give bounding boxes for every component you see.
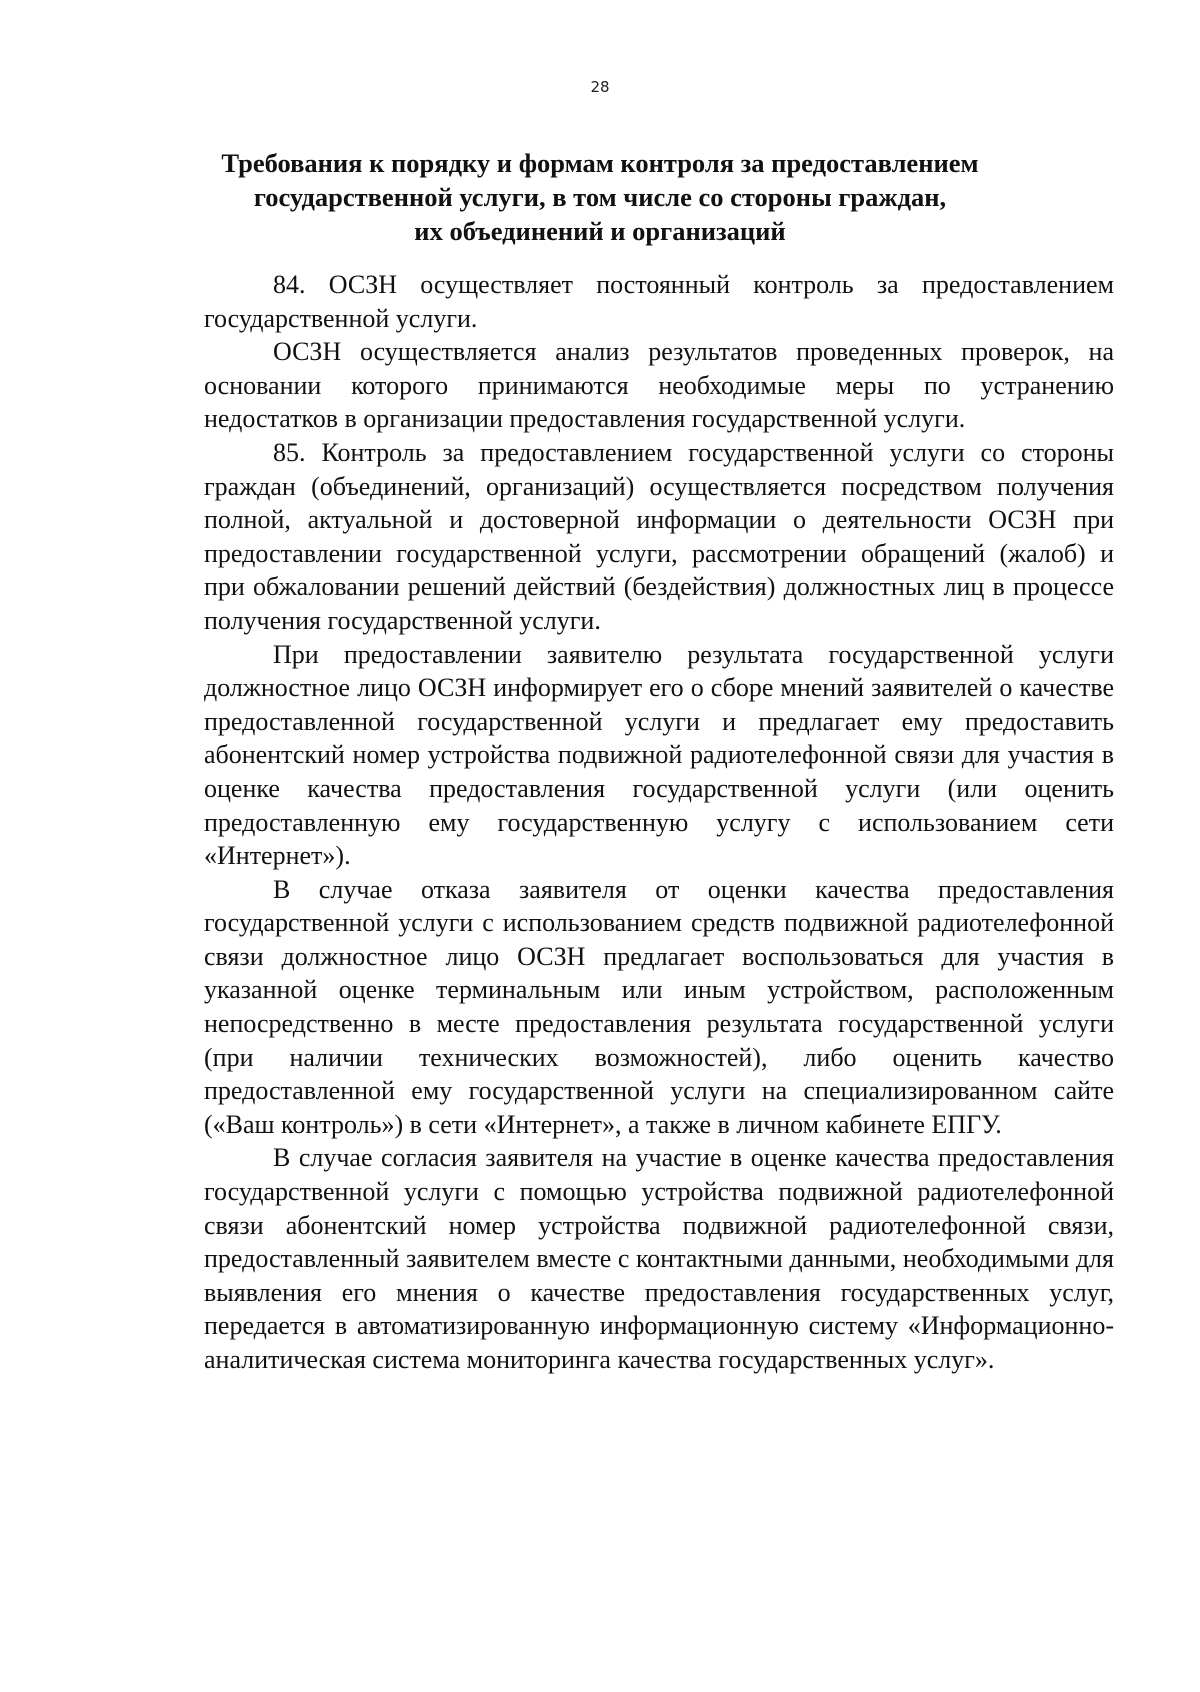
paragraph-85-consent: В случае согласия заявителя на участие в оценке качества предоставления государственной услуги с помощью устройства подвижной радиотелефонной связи абонентский номер устройства подвижной радиотелефонной связи, предоставленный заявителем вместе с контактными данными, необходимыми для выявления его мнения о качестве предоставления государственных услуг, передается в автоматизированную информационную систему «Информационно-аналитическая система мониторинга качества государственных услуг». [204,1143,1114,1374]
paragraph-85-informing: При предоставлении заявителю результата государственной услуги должностное лицо ОСЗН информирует его о сборе мнений заявителей о качестве предоставленной государственной услуги и предлагает ему предоставить абонентский номер устройства подвижной радиотелефонной связи для участия в оценке качества предоставления государственной услуги (или оценить предоставленную ему государственную услугу с использованием сети «Интернет»). [204,639,1114,871]
paragraph-85-refusal: В случае отказа заявителя от оценки качества предоставления государственной услуги с использованием средств подвижной радиотелефонной связи должностное лицо ОСЗН предлагает воспользоваться для участия в указанной оценке терминальным или иным устройством, расположенным непосредственно в месте предоставления результата государственной услуги (при наличии технических возможностей), либо оценить качество предоставленной ему государственной услуги на специализированном сайте («Ваш контроль») в сети «Интернет», а также в личном кабинете ЕПГУ. [204,874,1114,1139]
document-body [204,268,1114,1377]
section-heading-line-1: Требования к порядку и формам контроля за предоставлением [221,148,979,178]
section-heading-line-2: государственной услуги, в том числе со стороны граждан, [253,182,947,212]
section-heading-line-3: их объединений и организаций [414,216,786,246]
paragraph-85: 85. Контроль за предоставлением государственной услуги со стороны граждан (объединений, организаций) осуществляется посредством получения полной, актуальной и достоверной информации о деятельности ОСЗН при предоставлении государственной услуги, рассмотрении обращений (жалоб) и при обжаловании решений действий (бездействия) должностных лиц в процессе получения государственной услуги. [204,437,1114,635]
paragraph-84-analysis: ОСЗН осуществляется анализ результатов проведенных проверок, на основании которого принимаются необходимые меры по устранению недостатков в организации предоставления государственной услуги. [204,337,1114,434]
section-heading [200,146,1000,248]
paragraph-84: 84. ОСЗН осуществляет постоянный контроль за предоставлением государственной услуги. [204,270,1114,333]
page-number: 28 [590,78,610,96]
